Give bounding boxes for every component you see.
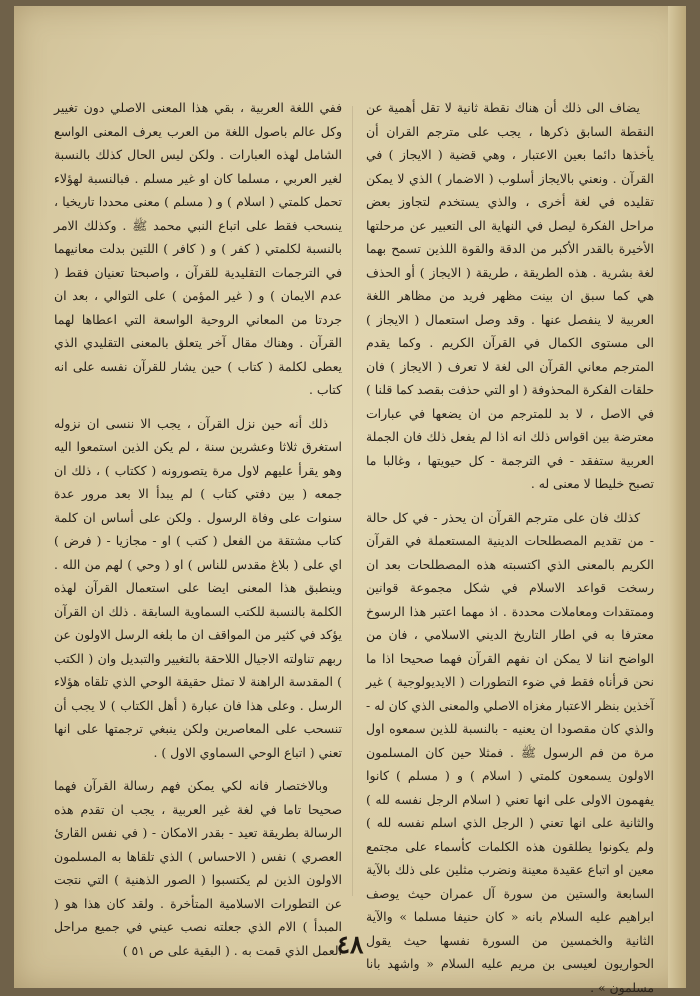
- left-paragraph-2: ذلك أنه حين نزل القرآن ، يجب الا ننسى ان نزوله استغرق ثلاثا وعشرين سنة ، لم يكن الذين استمعوا اليه وهو يقرأ عليهم لاول مرة يتصورونه ( ككتاب ) ، ذلك ان جمعه ( بين دفتي كتاب ) لم يبدأ الا بعد مرور عدة سنوات على وفاة الرسول . ولكن على أساس ان كلمة كتاب مشتقة من الفعل ( كتب ) او - مجازيا - ( فرض ) اي على ( بلاغ مقدس للناس ) او ( وحي ) لهم من الله . وينطبق هذا المعنى ايضا على استعمال القرآن لهذه الكلمة بالنسبة للكتب السماوية السابقة . ذلك ان القرآن يؤكد في كثير من المواقف ان ما بلغه الرسل الاولون عن ربهم تناولته الاجيال اللاحقة بالتغيير والتبديل وان ( الكتب ) المقدسة الراهنة لا تمثل حقيقة الوحي الذي تلقاه هؤلاء الرسل . وعلى هذا فان عبارة ( أهل الكتاب ) لا يجب أن تنسحب على المعاصرين ولكن ينبغي ترجمتها على انها تعني ( اتباع الوحي السماوي الاول ) .: [54, 415, 342, 760]
- left-paragraph-3: وبالاختصار فانه لكي يمكن فهم رسالة القرآن فهما صحيحا تاما في لغة غير العربية ، يجب ان تقدم هذه الرسالة بطريقة تعيد - بقدر الامكان - ( في نفس القارئ العصري ) نفس ( الاحساس ) الذي تلقاها به المسلمون الاولون الذين لم يكتسبوا ( الصور الذهنية ) التي نتجت عن التطورات الاسلامية المتأخرة . ولقد كان هذا هو ( المبدأ ) الام الذي جعلته نصب عيني في جميع مراحل العمل الذي قمت به . ( البقية على ص ٥١ ): [54, 778, 342, 958]
- page-number: ٤٨: [336, 930, 364, 959]
- right-column: [366, 96, 654, 996]
- left-paragraph-1: ففي اللغة العربية ، بقي هذا المعنى الاصلي دون تغيير وكل عالم باصول اللغة من العرب يعرف المعنى الواسع الشامل لهذه العبارات . ولكن ليس الحال كذلك بالنسبة لغير العربي ، مسلما كان او غير مسلم . فبالنسبة لهؤلاء تحمل كلمتي ( اسلام ) و ( مسلم ) معنى محددا تاريخيا ، ينسحب فقط على اتباع النبي محمد ﷺ . وكذلك الامر بالنسبة لكلمتي ( كفر ) و ( كافر ) اللتين بدلت معانيهما في الترجمات التقليدية للقرآن ، واصبحتا تعنيان فقط ( عدم الايمان ) و ( غير المؤمن ) على التوالي ، بعد ان جردتا من المعاني الروحية الواسعة التي اعطاها لهما القرآن . وهناك مقال آخر يتعلق بالمعنى التقليدي الذي يعطى لكلمة ( كتاب ) حين يشار للقرآن نفسه على انه كتاب .: [54, 100, 342, 397]
- book-page: [14, 6, 686, 995]
- left-column: [54, 96, 342, 972]
- right-paragraph-2: كذلك فان على مترجم القرآن ان يحذر - في كل حالة - من تقديم المصطلحات الدينية المستعملة في القرآن الكريم بالمعنى الذي اكتسبته هذه المصطلحات بعد ان رسخت قواعد الاسلام في شكل مجموعة قوانين وممتقدات ومعاملات محددة . اذ مهما اعتبر هذا الرسوخ معترفا به في اطار التاريخ الديني الاسلامي ، فان من الواضح اننا لا يمكن ان نفهم القرآن فهما صحيحا اذا ما نحن قرأناه فقط في ضوء التطورات ( الايديولوجية ) غير آخذين بنظر الاعتبار مغزاه الاصلي والمعنى الذي كان له - والذي كان مقصودا ان يعنيه - بالنسبة للذين سمعوه اول مرة من فم الرسول ﷺ . فمثلا حين كان المسلمون الاولون يسمعون كلمتي ( اسلام ) و ( مسلم ) كانوا يفهمون الاولى على انها تعني ( اسلام الرجل نفسه لله ) والثانية على انها تعني ( الرجل الذي اسلم نفسه لله ) ولم يكونوا يطلقون هذه الكلمات كأسماء على مجتمع معين او اتباع عقيدة معينة ونضرب مثلين على ذلك بالآية السابعة والستين من سورة آل عمران حيث يوصف ابراهيم عليه السلام بانه « كان حنيفا مسلما » والآية الثانية والخمسين من السورة نفسها حيث يقول الحواريون لعيسى بن مريم عليه السلام « واشهد بانا مسلمون » .: [366, 509, 654, 995]
- right-paragraph-1: يضاف الى ذلك أن هناك نقطة ثانية لا تقل أهمية عن النقطة السابق ذكرها ، يجب على مترجم القران أن يأخذها دائما بعين الاعتبار ، وهي قضية ( الايجاز ) في القرآن . ونعني بالايجاز أسلوب ( الاضمار ) الذي لا يمكن تقليده في لغة أخرى ، والذي يستخدم لتجاوز بعض مراحل الفكرة ليصل في النهاية الى التعبير عن مرحلتها الأخيرة بالقدر الأكبر من الدقة والقوة اللذين تسمح بهما لغة بشرية . هذه الطريقة ، طريقة ( الايجاز ) أو الحذف هي كما سبق ان بينت مظهر فريد من مظاهر اللغة العربية لا ينفصل عنها . وقد وصل استعمال ( الايجاز ) الى مستوى الكمال في القرآن الكريم . وكما يقدم المترجم معاني القرآن الى لغة لا تعرف ( الايجاز ) فان حلقات الفكرة المحذوفة ( او التي حذفت بقصد كما قلنا ) في الاصل ، لا بد للمترجم من ان يضعها في عبارات معترضة بين اقواس ذلك انه اذا لم يفعل ذلك فان الجملة العربية ستفقد - في الترجمة - كل حيويتها ، وغالبا ما تصبح خليطا لا معنى له .: [366, 100, 654, 491]
- column-divider: [352, 106, 353, 896]
- page-binding-edge: [668, 6, 686, 988]
